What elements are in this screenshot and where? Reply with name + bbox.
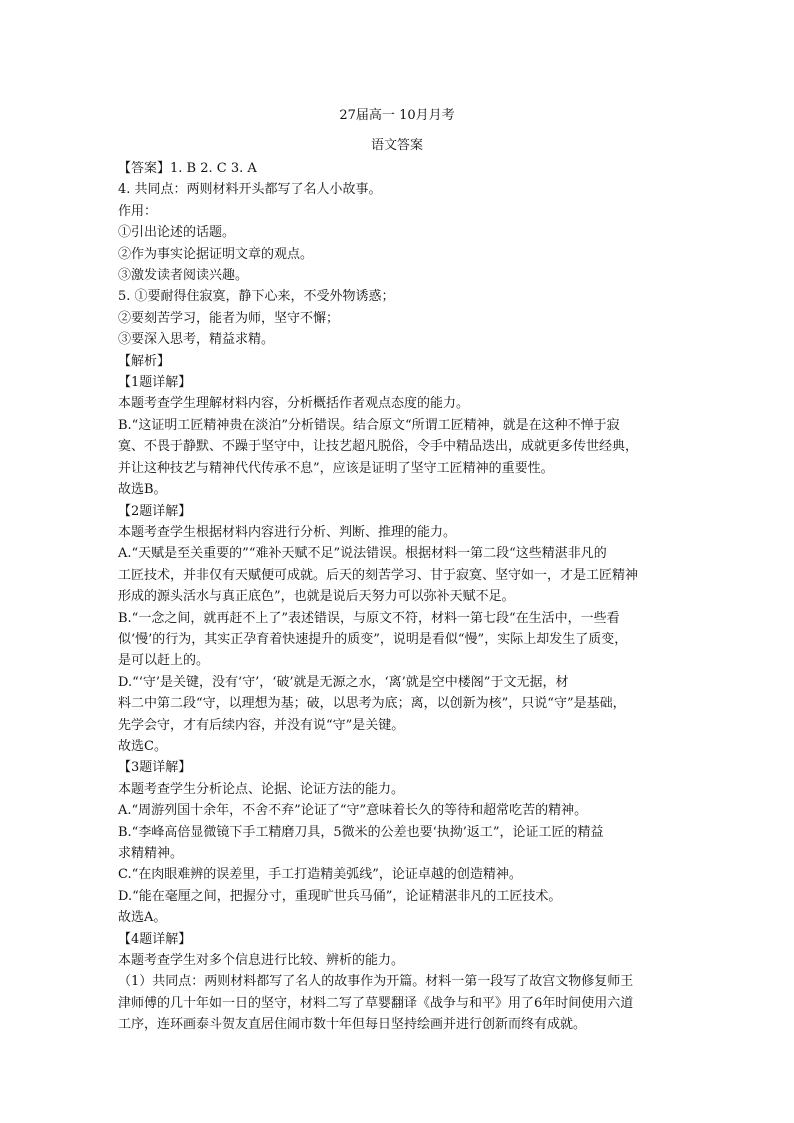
- text-line: A.“天赋是至关重要的”“难补天赋不足”说法错误。根据材料一第二段“这些精湛非凡的: [118, 546, 607, 562]
- text-line: 先学会守，才有后续内容，并没有说“守”是关键。: [118, 717, 405, 733]
- document-subtitle: 语文答案: [370, 138, 423, 153]
- text-line: 工匠技术，并非仅有天赋便可成就。后天的刻苦学习、甘于寂寞、坚守如一，才是工匠精神: [118, 567, 639, 583]
- text-line: 作用：: [118, 203, 158, 219]
- text-line: 4. 共同点：两则材料开头都写了名人小故事。: [118, 182, 382, 198]
- text-line: D.“‘守’是关键，没有‘守’，‘破’就是无源之水，‘离’就是空中楼阁”于文无据，材: [118, 674, 569, 690]
- text-line: 似‘慢’的行为，其实正孕育着快速提升的质变”，说明是看似“慢”，实际上却发生了质变，: [118, 631, 628, 647]
- text-line: 【2题详解】: [118, 503, 192, 519]
- text-line: ③激发读者阅读兴趣。: [118, 268, 249, 284]
- text-line: 【1题详解】: [118, 375, 192, 391]
- text-line: C.“在肉眼难辨的误差里，手工打造精美弧线”，论证卓越的创造精神。: [118, 867, 522, 883]
- text-line: 【4题详解】: [118, 931, 192, 947]
- text-line: （1）共同点：两则材料都写了名人的故事作为开篇。材料一第一段写了故宫文物修复师王: [118, 974, 634, 990]
- text-line: ②要刻苦学习，能者为师，坚守不懈；: [118, 310, 340, 326]
- text-line: A.“周游列国十余年，不舍不弃”论证了“守”意味着长久的等待和超常吃苦的精神。: [118, 803, 588, 819]
- document-title: 27届高一 10月月考: [339, 108, 455, 123]
- text-line: B.“这证明工匠精神贵在淡泊”分析错误。结合原文“所谓工匠精神，就是在这种不惮于寂: [118, 417, 620, 433]
- text-line: 是可以赶上的。: [118, 653, 210, 669]
- text-line: ①引出论述的话题。: [118, 225, 236, 241]
- text-line: 5. ①要耐得住寂寞，静下心来，不受外物诱惑；: [118, 289, 395, 305]
- text-line: 本题考查学生理解材料内容，分析概括作者观点态度的能力。: [118, 396, 470, 412]
- text-line: 【3题详解】: [118, 760, 192, 776]
- text-line: B.“一念之间，就再赶不上了”表述错误，与原文不符，材料一第七段“在生活中，一些看: [118, 610, 620, 626]
- text-line: 故选A。: [118, 910, 167, 926]
- text-line: 故选B。: [118, 482, 167, 498]
- text-line: 求精精神。: [118, 846, 184, 861]
- text-line: D.“能在毫厘之间，把握分寸，重现旷世兵马俑”，论证精湛非凡的工匠技术。: [118, 888, 562, 904]
- text-line: B.“李峰高倍显微镜下手工精磨刀具，5微米的公差也要‘执拗’返工”，论证工匠的精益: [118, 824, 604, 840]
- text-line: 本题考查学生根据材料内容进行分析、判断、推理的能力。: [118, 524, 457, 540]
- text-line: 【答案】1. B 2. C 3. A: [118, 161, 257, 176]
- text-line: 形成的源头活水与真正底色”，也就是说后天努力可以弥补天赋不足。: [118, 589, 515, 605]
- text-line: 本题考查学生对多个信息进行比较、辨析的能力。: [118, 953, 405, 969]
- text-line: 工序，连环画泰斗贺友直居住闹市数十年但每日坚持绘画并进行创新而终有成就。: [118, 1017, 587, 1033]
- answer-body: [118, 158, 678, 1036]
- text-line: 本题考查学生分析论点、论据、论证方法的能力。: [118, 781, 405, 797]
- text-line: ②作为事实论据证明文章的观点。: [118, 246, 314, 262]
- text-line: 料二中第二段“守，以理想为基；破，以思考为底；离，以创新为核”，只说“守”是基础，: [118, 696, 626, 712]
- text-line: 寞、不畏于静默、不躁于坚守中，让技艺超凡脱俗，令手中精品迭出，成就更多传世经典，: [118, 439, 639, 455]
- text-line: 【解析】: [118, 353, 171, 369]
- text-line: 故选C。: [118, 738, 167, 754]
- text-line: 津师傅的几十年如一日的坚守，材料二写了草婴翻译《战争与和平》用了6年时间使用六道: [118, 995, 634, 1011]
- text-line: ③要深入思考，精益求精。: [118, 332, 275, 348]
- text-line: 并让这种技艺与精神代代传承不息”，应该是证明了坚守工匠精神的重要性。: [118, 460, 554, 476]
